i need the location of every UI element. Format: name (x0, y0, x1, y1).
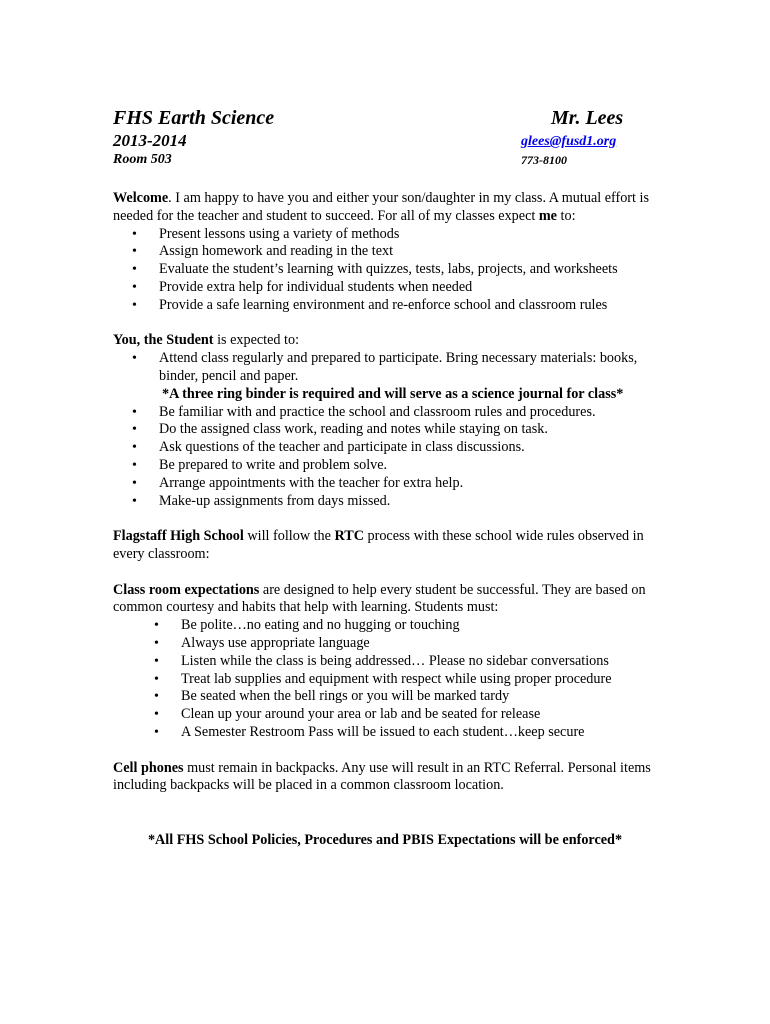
teacher-email-link[interactable]: glees@fusd1.org (521, 134, 617, 149)
welcome-text-b: to: (556, 207, 576, 224)
list-item: • Arrange appointments with the teacher for extra help. (113, 475, 673, 493)
school-year: 2013-2014 (113, 131, 187, 150)
welcome-lead: Welcome (113, 190, 169, 206)
flagstaff-text-b: process with these school wide rules observed in every classroom: (113, 528, 644, 562)
list-item: • Listen while the class is being addressed… Please no sidebar conversations (113, 653, 673, 671)
teacher-commitments-list (113, 226, 673, 315)
list-item: • Always use appropriate language (113, 635, 673, 653)
flagstaff-text-a: will follow the (243, 528, 335, 545)
welcome-text-a: . I am happy to have you and either your son/daughter in my class. A mutual effort is needed for the teacher and student to succeed. For all of my classes expect (113, 190, 649, 224)
list-item: • Present lessons using a variety of methods (113, 226, 673, 244)
list-item: • Ask questions of the teacher and participate in class discussions. (113, 439, 673, 457)
expectations-lead: Class room expectations (113, 581, 260, 598)
student-text: is expected to: (213, 332, 300, 349)
list-item: • Be familiar with and practice the school and classroom rules and procedures. (113, 404, 673, 422)
expectations-text: are designed to help every student be successful. They are based on common courtesy and habits that help with learning. Students must: (113, 581, 646, 616)
cell-phones-paragraph (113, 760, 673, 796)
flagstaff-lead: Flagstaff High School (113, 528, 244, 545)
list-item: • Attend class regularly and prepared to participate. Bring necessary materials: books, binder, pencil and paper. (113, 350, 673, 386)
expectations-paragraph (113, 582, 673, 618)
list-item: • Clean up your around your area or lab and be seated for release (113, 706, 673, 724)
student-expectations-list-continued (113, 404, 673, 511)
list-item: • Provide extra help for individual students when needed (113, 279, 673, 297)
welcome-emphasis: me (538, 207, 557, 224)
course-title: FHS Earth Science (113, 107, 275, 129)
flagstaff-paragraph (113, 528, 673, 564)
cell-phones-text: must remain in backpacks. Any use will result in an RTC Referral. Personal items including backpacks will be placed in a common classroom location. (113, 759, 651, 794)
welcome-paragraph (113, 190, 673, 226)
policy-note: *All FHS School Policies, Procedures and PBIS Expectations will be enforced* (147, 832, 623, 848)
classroom-rules-list (113, 617, 673, 742)
room-number: Room 503 (113, 152, 172, 167)
list-item: • Be prepared to write and problem solve. (113, 457, 673, 475)
teacher-phone: 773-8100 (521, 153, 567, 167)
list-item: • A Semester Restroom Pass will be issued to each student…keep secure (113, 724, 673, 742)
student-lead: You, the Student (113, 332, 214, 349)
list-item: • Assign homework and reading in the text (113, 243, 673, 261)
list-item: • Be polite…no eating and no hugging or touching (113, 617, 673, 635)
list-item: • Be seated when the bell rings or you will be marked tardy (113, 688, 673, 706)
syllabus-body (113, 190, 673, 795)
teacher-name: Mr. Lees (551, 107, 624, 129)
list-item: • Provide a safe learning environment and re-enforce school and classroom rules (113, 297, 673, 315)
student-paragraph (113, 332, 673, 350)
list-item: • Evaluate the student’s learning with quizzes, tests, labs, projects, and worksheets (113, 261, 673, 279)
list-item: • Make-up assignments from days missed. (113, 493, 673, 511)
list-item: • Do the assigned class work, reading and notes while staying on task. (113, 421, 673, 439)
cell-phones-lead: Cell phones (113, 759, 184, 776)
list-item: • Treat lab supplies and equipment with respect while using proper procedure (113, 671, 673, 689)
binder-note: *A three ring binder is required and will serve as a science journal for class* (162, 385, 624, 402)
student-expectations-list (113, 350, 673, 386)
rtc-term: RTC (334, 528, 364, 545)
